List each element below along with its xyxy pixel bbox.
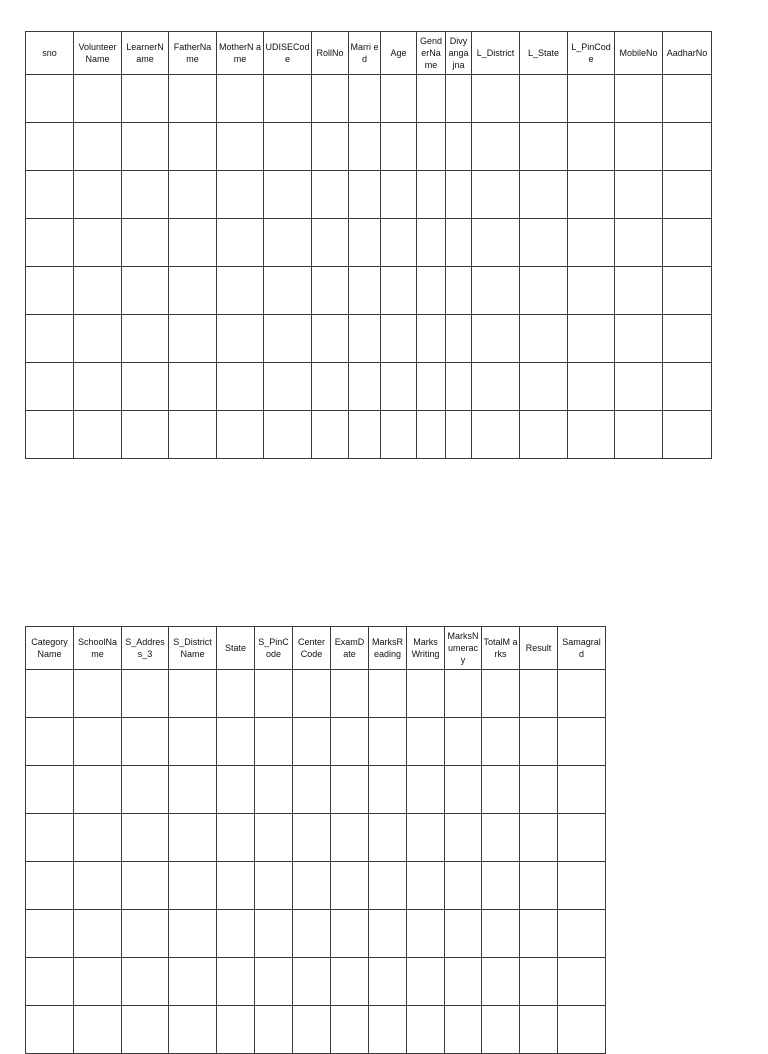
table-cell[interactable] — [369, 718, 407, 766]
table-cell[interactable] — [264, 219, 312, 267]
table-cell[interactable] — [407, 862, 445, 910]
table-cell[interactable] — [122, 363, 169, 411]
table-cell[interactable] — [369, 958, 407, 1006]
table-cell[interactable] — [26, 814, 74, 862]
table-cell[interactable] — [663, 123, 712, 171]
table-cell[interactable] — [312, 411, 349, 459]
table-cell[interactable] — [122, 171, 169, 219]
table-cell[interactable] — [74, 718, 122, 766]
table-cell[interactable] — [482, 958, 520, 1006]
column-header-mobile-no: MobileNo — [615, 32, 663, 75]
learner-details-table — [25, 31, 712, 459]
column-header-volunteer-name: Volunteer Name — [74, 32, 122, 75]
table-cell[interactable] — [349, 123, 381, 171]
table-cell[interactable] — [568, 123, 615, 171]
table-cell[interactable] — [381, 75, 417, 123]
table-cell[interactable] — [417, 315, 446, 363]
table-cell[interactable] — [349, 267, 381, 315]
table-cell[interactable] — [558, 718, 606, 766]
table-cell[interactable] — [217, 1006, 255, 1054]
table-cell[interactable] — [26, 315, 74, 363]
table-cell[interactable] — [122, 910, 169, 958]
table-cell[interactable] — [369, 670, 407, 718]
table-row — [26, 958, 606, 1006]
table-cell[interactable] — [331, 670, 369, 718]
table-cell[interactable] — [264, 267, 312, 315]
table-cell[interactable] — [417, 363, 446, 411]
table-cell[interactable] — [74, 910, 122, 958]
table-cell[interactable] — [615, 363, 663, 411]
table-cell[interactable] — [122, 814, 169, 862]
table-cell[interactable] — [520, 411, 568, 459]
table-cell[interactable] — [482, 718, 520, 766]
table-cell[interactable] — [369, 1006, 407, 1054]
table-cell[interactable] — [349, 219, 381, 267]
table-cell[interactable] — [349, 363, 381, 411]
table-cell[interactable] — [520, 75, 568, 123]
table-cell[interactable] — [520, 171, 568, 219]
table-cell[interactable] — [255, 910, 293, 958]
table-cell[interactable] — [407, 766, 445, 814]
table-cell[interactable] — [217, 910, 255, 958]
table-cell[interactable] — [293, 910, 331, 958]
table-cell[interactable] — [417, 411, 446, 459]
table-cell[interactable] — [417, 123, 446, 171]
table-cell[interactable] — [122, 267, 169, 315]
table-cell[interactable] — [407, 814, 445, 862]
table-cell[interactable] — [558, 670, 606, 718]
table-cell[interactable] — [558, 1006, 606, 1054]
table-cell[interactable] — [331, 1006, 369, 1054]
table-cell[interactable] — [445, 766, 482, 814]
table-cell[interactable] — [349, 171, 381, 219]
table-cell[interactable] — [74, 1006, 122, 1054]
column-header-marks-reading: MarksR eading — [369, 627, 407, 670]
table-cell[interactable] — [381, 315, 417, 363]
table-cell[interactable] — [472, 219, 520, 267]
table-cell[interactable] — [122, 718, 169, 766]
table-cell[interactable] — [663, 75, 712, 123]
table-cell[interactable] — [74, 411, 122, 459]
table-cell[interactable] — [169, 75, 217, 123]
table-cell[interactable] — [520, 267, 568, 315]
table-cell[interactable] — [26, 670, 74, 718]
table-cell[interactable] — [255, 958, 293, 1006]
column-header-mother-name: MotherN ame — [217, 32, 264, 75]
column-header-s-district-name: S_District Name — [169, 627, 217, 670]
column-header-l-state: L_State — [520, 32, 568, 75]
table-cell[interactable] — [169, 123, 217, 171]
table-cell[interactable] — [558, 910, 606, 958]
column-header-s-address-3: S_Addres s_3 — [122, 627, 169, 670]
table-cell[interactable] — [407, 1006, 445, 1054]
table-cell[interactable] — [74, 171, 122, 219]
table-cell[interactable] — [520, 219, 568, 267]
table-cell[interactable] — [74, 123, 122, 171]
table-cell[interactable] — [169, 718, 217, 766]
table-cell[interactable] — [217, 670, 255, 718]
column-header-category-name: Category Name — [26, 627, 74, 670]
table-cell[interactable] — [472, 171, 520, 219]
table-cell[interactable] — [558, 814, 606, 862]
table-cell[interactable] — [122, 315, 169, 363]
table-cell[interactable] — [558, 862, 606, 910]
column-header-total-marks: TotalM arks — [482, 627, 520, 670]
table-cell[interactable] — [217, 814, 255, 862]
table-cell[interactable] — [568, 315, 615, 363]
table-row — [26, 363, 712, 411]
table-cell[interactable] — [331, 814, 369, 862]
table-cell[interactable] — [615, 411, 663, 459]
table-row — [26, 1006, 606, 1054]
table-cell[interactable] — [558, 766, 606, 814]
table-cell[interactable] — [446, 315, 472, 363]
table-cell[interactable] — [26, 1006, 74, 1054]
table-cell[interactable] — [293, 958, 331, 1006]
table-cell[interactable] — [369, 910, 407, 958]
table-cell[interactable] — [312, 363, 349, 411]
table-cell[interactable] — [122, 123, 169, 171]
table-cell[interactable] — [615, 267, 663, 315]
table-cell[interactable] — [74, 862, 122, 910]
table-cell[interactable] — [482, 814, 520, 862]
table-cell[interactable] — [217, 766, 255, 814]
table-cell[interactable] — [255, 862, 293, 910]
table-cell[interactable] — [445, 910, 482, 958]
table-cell[interactable] — [445, 670, 482, 718]
table-cell[interactable] — [446, 411, 472, 459]
table-cell[interactable] — [417, 171, 446, 219]
table-cell[interactable] — [520, 1006, 558, 1054]
table-cell[interactable] — [407, 718, 445, 766]
table-cell[interactable] — [568, 219, 615, 267]
table-cell[interactable] — [169, 958, 217, 1006]
table-cell[interactable] — [331, 862, 369, 910]
column-header-aadhar-no: AadharNo — [663, 32, 712, 75]
table-cell[interactable] — [663, 171, 712, 219]
table-cell[interactable] — [264, 315, 312, 363]
table-cell[interactable] — [472, 411, 520, 459]
table-cell[interactable] — [74, 958, 122, 1006]
table-cell[interactable] — [446, 171, 472, 219]
table-cell[interactable] — [482, 910, 520, 958]
table-cell[interactable] — [26, 958, 74, 1006]
column-header-center-code: Center Code — [293, 627, 331, 670]
table-cell[interactable] — [264, 171, 312, 219]
column-header-learner-name: LearnerN ame — [122, 32, 169, 75]
table-cell[interactable] — [381, 267, 417, 315]
table-cell[interactable] — [26, 267, 74, 315]
column-header-gender-name: Gend erNa me — [417, 32, 446, 75]
column-header-samagra-id: Samagral d — [558, 627, 606, 670]
table-cell[interactable] — [520, 862, 558, 910]
column-header-school-name: SchoolNa me — [74, 627, 122, 670]
table-cell[interactable] — [446, 123, 472, 171]
table-cell[interactable] — [369, 814, 407, 862]
column-header-roll-no: RollNo — [312, 32, 349, 75]
table-cell[interactable] — [26, 411, 74, 459]
table-cell[interactable] — [417, 219, 446, 267]
table-cell[interactable] — [472, 123, 520, 171]
table-cell[interactable] — [520, 910, 558, 958]
column-header-marks-numeracy: MarksN umerac y — [445, 627, 482, 670]
table-cell[interactable] — [407, 910, 445, 958]
table-cell[interactable] — [26, 766, 74, 814]
table-cell[interactable] — [407, 670, 445, 718]
table-cell[interactable] — [568, 171, 615, 219]
table-cell[interactable] — [446, 219, 472, 267]
table-cell[interactable] — [349, 315, 381, 363]
table-cell[interactable] — [331, 766, 369, 814]
table-cell[interactable] — [264, 411, 312, 459]
table-cell[interactable] — [472, 363, 520, 411]
table-cell[interactable] — [293, 670, 331, 718]
table-cell[interactable] — [312, 123, 349, 171]
table-cell[interactable] — [122, 862, 169, 910]
table-cell[interactable] — [331, 910, 369, 958]
table-row — [26, 123, 712, 171]
table-cell[interactable] — [520, 123, 568, 171]
table-cell[interactable] — [74, 75, 122, 123]
table-cell[interactable] — [122, 411, 169, 459]
column-header-divyangajna: Divy anga jna — [446, 32, 472, 75]
table-row — [26, 766, 606, 814]
table-cell[interactable] — [520, 766, 558, 814]
table-cell[interactable] — [520, 718, 558, 766]
table-cell[interactable] — [217, 958, 255, 1006]
table-cell[interactable] — [482, 670, 520, 718]
table-cell[interactable] — [520, 958, 558, 1006]
table-cell[interactable] — [472, 75, 520, 123]
table-cell[interactable] — [169, 267, 217, 315]
table-cell[interactable] — [446, 363, 472, 411]
table-cell[interactable] — [26, 718, 74, 766]
table-row — [26, 315, 712, 363]
table-cell[interactable] — [558, 958, 606, 1006]
table-cell[interactable] — [293, 718, 331, 766]
table-cell[interactable] — [169, 862, 217, 910]
table-cell[interactable] — [255, 718, 293, 766]
table-cell[interactable] — [26, 862, 74, 910]
table-cell[interactable] — [293, 766, 331, 814]
table-cell[interactable] — [169, 411, 217, 459]
table-cell[interactable] — [26, 363, 74, 411]
table-cell[interactable] — [255, 814, 293, 862]
header-row — [26, 32, 712, 75]
table-row — [26, 862, 606, 910]
table-cell[interactable] — [407, 958, 445, 1006]
table-cell[interactable] — [615, 219, 663, 267]
table-cell[interactable] — [446, 75, 472, 123]
table-row — [26, 814, 606, 862]
table-row — [26, 267, 712, 315]
table-row — [26, 219, 712, 267]
table-cell[interactable] — [169, 315, 217, 363]
table-cell[interactable] — [217, 267, 264, 315]
table-cell[interactable] — [381, 363, 417, 411]
table-cell[interactable] — [217, 862, 255, 910]
table-cell[interactable] — [349, 75, 381, 123]
table-cell[interactable] — [331, 718, 369, 766]
table-cell[interactable] — [264, 75, 312, 123]
table-cell[interactable] — [217, 219, 264, 267]
table-cell[interactable] — [74, 315, 122, 363]
table-row — [26, 718, 606, 766]
column-header-sno: sno — [26, 32, 74, 75]
column-header-s-pincode: S_PinC ode — [255, 627, 293, 670]
table-cell[interactable] — [217, 315, 264, 363]
table-cell[interactable] — [663, 363, 712, 411]
table-cell[interactable] — [122, 958, 169, 1006]
table-cell[interactable] — [520, 814, 558, 862]
table-cell[interactable] — [169, 766, 217, 814]
table-cell[interactable] — [169, 670, 217, 718]
table-cell[interactable] — [169, 219, 217, 267]
table-cell[interactable] — [312, 267, 349, 315]
table-cell[interactable] — [312, 75, 349, 123]
table-cell[interactable] — [331, 958, 369, 1006]
table-cell[interactable] — [445, 958, 482, 1006]
column-header-l-pincode: L_PinCod e — [568, 32, 615, 75]
column-header-exam-date: ExamD ate — [331, 627, 369, 670]
table-cell[interactable] — [381, 171, 417, 219]
table-cell[interactable] — [568, 267, 615, 315]
table-cell[interactable] — [312, 219, 349, 267]
column-header-udise-code: UDISECod e — [264, 32, 312, 75]
table-cell[interactable] — [122, 75, 169, 123]
school-exam-details-table — [25, 626, 606, 1054]
table-cell[interactable] — [169, 1006, 217, 1054]
table-cell[interactable] — [349, 411, 381, 459]
table-cell[interactable] — [169, 171, 217, 219]
table-cell[interactable] — [663, 411, 712, 459]
header-row — [26, 627, 606, 670]
table-row — [26, 171, 712, 219]
table-row — [26, 910, 606, 958]
table-cell[interactable] — [445, 814, 482, 862]
table-cell[interactable] — [122, 670, 169, 718]
table-cell[interactable] — [472, 315, 520, 363]
table-cell[interactable] — [568, 411, 615, 459]
table-cell[interactable] — [122, 766, 169, 814]
table-cell[interactable] — [520, 670, 558, 718]
column-header-l-district: L_District — [472, 32, 520, 75]
table-cell[interactable] — [169, 814, 217, 862]
table-cell[interactable] — [26, 910, 74, 958]
table-cell[interactable] — [26, 219, 74, 267]
table-cell[interactable] — [26, 171, 74, 219]
table-cell[interactable] — [74, 267, 122, 315]
table-cell[interactable] — [472, 267, 520, 315]
table-cell[interactable] — [615, 123, 663, 171]
table-cell[interactable] — [520, 315, 568, 363]
table-cell[interactable] — [217, 411, 264, 459]
table-cell[interactable] — [369, 766, 407, 814]
table-cell[interactable] — [445, 718, 482, 766]
table-cell[interactable] — [312, 171, 349, 219]
table-cell[interactable] — [255, 670, 293, 718]
table-cell[interactable] — [255, 766, 293, 814]
table-cell[interactable] — [445, 1006, 482, 1054]
table-cell[interactable] — [217, 363, 264, 411]
column-header-state: State — [217, 627, 255, 670]
table-row — [26, 411, 712, 459]
table-cell[interactable] — [663, 315, 712, 363]
table-cell[interactable] — [369, 862, 407, 910]
table-cell[interactable] — [74, 670, 122, 718]
table-cell[interactable] — [217, 171, 264, 219]
table-cell[interactable] — [122, 219, 169, 267]
table-cell[interactable] — [615, 75, 663, 123]
table-cell[interactable] — [264, 123, 312, 171]
column-header-result: Result — [520, 627, 558, 670]
column-header-age: Age — [381, 32, 417, 75]
table-cell[interactable] — [74, 814, 122, 862]
table-cell[interactable] — [217, 123, 264, 171]
table-cell[interactable] — [482, 766, 520, 814]
table-cell[interactable] — [615, 171, 663, 219]
table-cell[interactable] — [417, 267, 446, 315]
table-cell[interactable] — [293, 814, 331, 862]
table-cell[interactable] — [264, 363, 312, 411]
table-cell[interactable] — [417, 75, 446, 123]
table-cell[interactable] — [312, 315, 349, 363]
table-cell[interactable] — [169, 363, 217, 411]
table-cell[interactable] — [169, 910, 217, 958]
table-cell[interactable] — [217, 75, 264, 123]
table-cell[interactable] — [74, 363, 122, 411]
table-cell[interactable] — [381, 219, 417, 267]
table-cell[interactable] — [255, 1006, 293, 1054]
table-cell[interactable] — [520, 363, 568, 411]
table-cell[interactable] — [74, 219, 122, 267]
table-cell[interactable] — [217, 718, 255, 766]
column-header-father-name: FatherNa me — [169, 32, 217, 75]
table-cell[interactable] — [26, 75, 74, 123]
table-cell[interactable] — [74, 766, 122, 814]
table-cell[interactable] — [122, 1006, 169, 1054]
table-row — [26, 670, 606, 718]
table-cell[interactable] — [445, 862, 482, 910]
table-cell[interactable] — [381, 411, 417, 459]
column-header-married: Marri ed — [349, 32, 381, 75]
table-cell[interactable] — [482, 1006, 520, 1054]
table-cell[interactable] — [381, 123, 417, 171]
table-cell[interactable] — [568, 363, 615, 411]
column-header-marks-writing: Marks Writing — [407, 627, 445, 670]
table-cell[interactable] — [615, 315, 663, 363]
table-cell[interactable] — [293, 862, 331, 910]
table-cell[interactable] — [663, 267, 712, 315]
table-cell[interactable] — [26, 123, 74, 171]
table-row — [26, 75, 712, 123]
table-cell[interactable] — [446, 267, 472, 315]
table-cell[interactable] — [663, 219, 712, 267]
table-cell[interactable] — [293, 1006, 331, 1054]
table-cell[interactable] — [482, 862, 520, 910]
table-cell[interactable] — [568, 75, 615, 123]
